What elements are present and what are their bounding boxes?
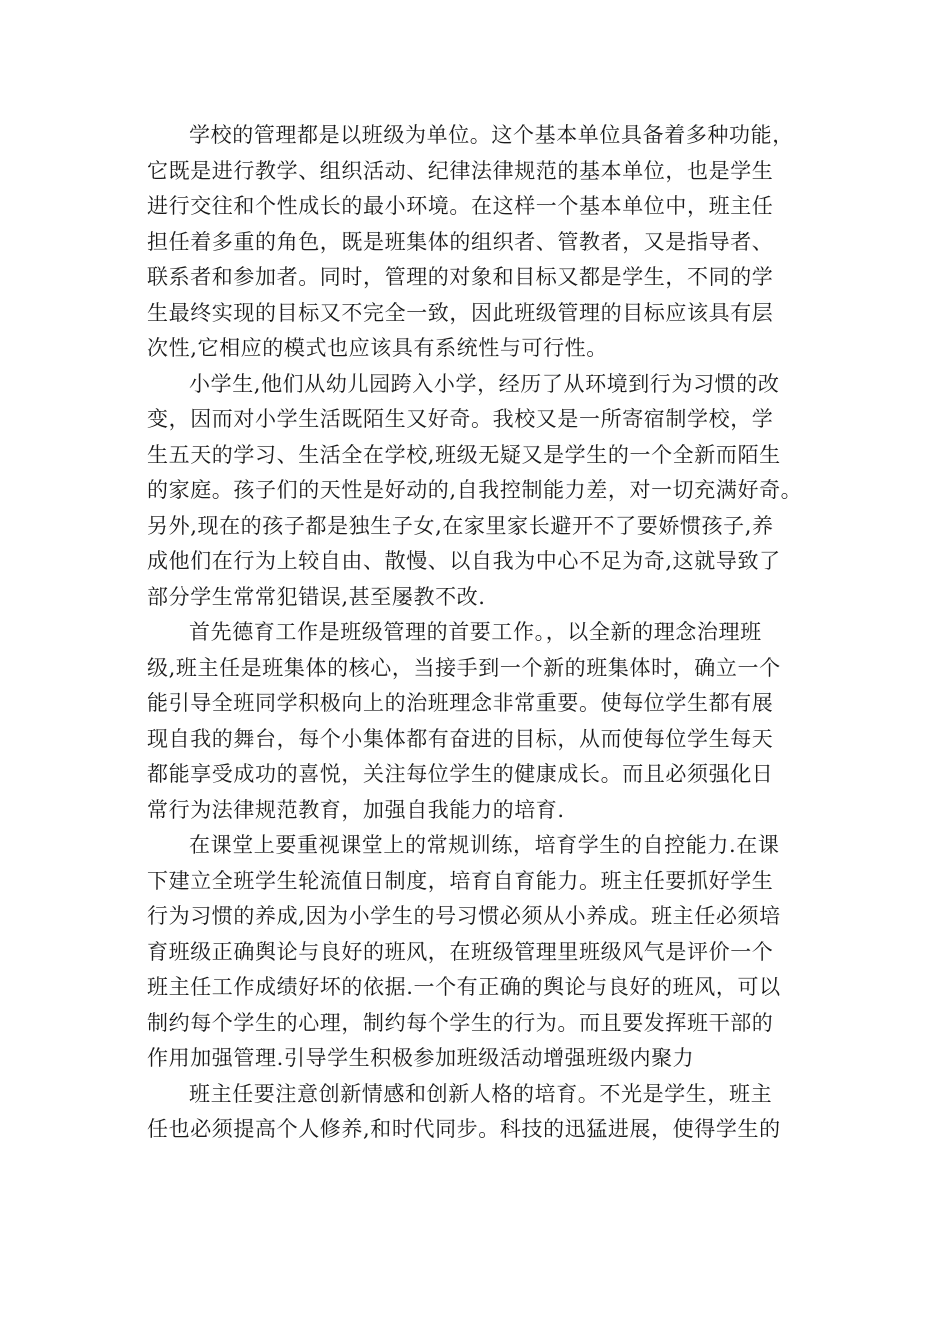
text-line: 担任着多重的角色，既是班集体的组织者、管教者，又是指导者、 xyxy=(147,229,774,254)
text-line: 成他们在行为上较自由、散慢、以自我为中心不足为奇,这就导致了 xyxy=(147,549,781,573)
text-line: 它既是进行教学、组织活动、纪律法律规范的基本单位，也是学生 xyxy=(147,158,774,183)
text-line: 制约每个学生的心理，制约每个学生的行为。而且要发挥班干部的 xyxy=(147,1010,774,1035)
paragraph-first-line: 班主任要注意创新情感和创新人格的培育。不光是学生，班主 xyxy=(189,1081,773,1106)
text-line: 部分学生常常犯错误,甚至屡教不改. xyxy=(147,584,486,609)
text-line: 作用加强管理.引导学生积极参加班级活动增强班级内聚力 xyxy=(147,1046,695,1070)
text-line: 班主任工作成绩好坏的依据.一个有正确的舆论与良好的班风，可以 xyxy=(147,975,781,999)
text-line: 任也必须提高个人修养,和时代同步。科技的迅猛进展，使得学生的 xyxy=(147,1117,781,1141)
text-line: 生五天的学习、生活全在学校,班级无疑又是学生的一个全新而陌生 xyxy=(147,442,781,467)
paragraph-first-line: 首先德育工作是班级管理的首要工作。，以全新的理念治理班 xyxy=(189,620,762,644)
text-line: 次性,它相应的模式也应该具有系统性与可行性。 xyxy=(147,336,608,360)
text-line: 都能享受成功的喜悦，关注每位学生的健康成长。而且必须强化日 xyxy=(147,762,774,786)
text-line: 进行交往和个性成长的最小环境。在这样一个基本单位中，班主任 xyxy=(147,194,774,218)
text-line: 现自我的舞台，每个小集体都有奋进的目标，从而使每位学生每天 xyxy=(147,726,774,751)
text-line: 能引导全班同学积极向上的治班理念非常重要。使每位学生都有展 xyxy=(147,691,774,715)
text-line: 下建立全班学生轮流值日制度，培育自育能力。班主任要抓好学生 xyxy=(147,868,774,893)
text-line: 级,班主任是班集体的核心，当接手到一个新的班集体时，确立一个 xyxy=(147,655,781,680)
text-line: 联系者和参加者。同时，管理的对象和目标又都是学生，不同的学 xyxy=(147,265,774,289)
text-line: 生最终实现的目标又不完全一致，因此班级管理的目标应该具有层 xyxy=(147,300,774,325)
text-line: 变，因而对小学生活既陌生又好奇。我校又是一所寄宿制学校，学 xyxy=(147,407,774,431)
paragraph-first-line: 在课堂上要重视课堂上的常规训练，培育学生的自控能力.在课 xyxy=(189,833,780,857)
body-text xyxy=(147,118,827,1148)
text-line: 另外,现在的孩子都是独生子女,在家里家长避开不了要娇惯孩子,养 xyxy=(147,513,774,538)
text-line: 行为习惯的养成,因为小学生的号习惯必须从小养成。班主任必须培 xyxy=(147,904,781,928)
paragraph-first-line: 学校的管理都是以班级为单位。这个基本单位具备着多种功能， xyxy=(189,123,794,147)
text-line: 的家庭。孩子们的天性是好动的,自我控制能力差，对一切充满好奇。 xyxy=(147,478,803,502)
text-line: 常行为法律规范教育，加强自我能力的培育. xyxy=(147,797,565,822)
text-line: 育班级正确舆论与良好的班风，在班级管理里班级风气是评价一个 xyxy=(147,939,774,964)
paragraph-first-line: 小学生,他们从幼儿园跨入小学，经历了从环境到行为习惯的改 xyxy=(189,371,780,396)
